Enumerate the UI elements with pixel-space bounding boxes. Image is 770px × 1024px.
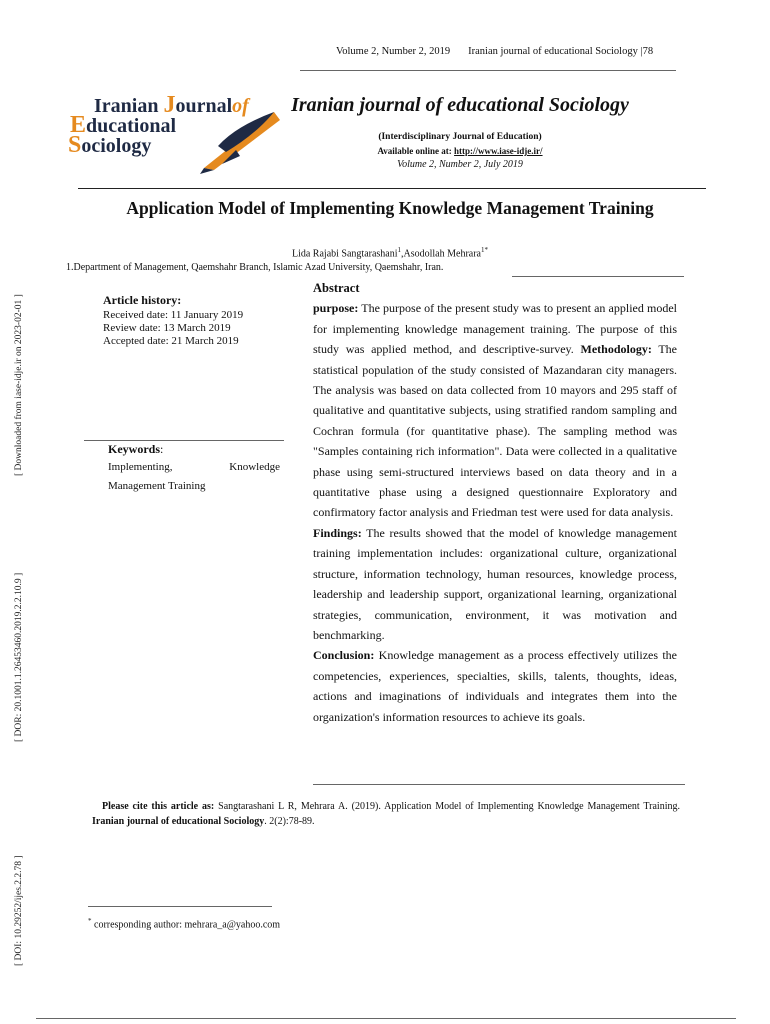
header-running-title: Iranian journal of educational Sociology [468,46,638,57]
review-date: Review date: 13 March 2019 [103,322,231,334]
journal-url-link[interactable]: http://www.iase-idje.ir/ [454,146,543,156]
article-affiliation: 1.Department of Management, Qaemshahr Branch, Islamic Azad University, Qaemshahr, Iran. [66,262,444,273]
header-volume: Volume 2, Number 2, 2019 [336,46,451,57]
pencil-quill-icon [196,106,286,174]
side-doi-label: [ DOI: 10.29252/ijes.2.2.78 ] [14,855,24,966]
journal-logo: Iranian Journalof Educational Sociology [66,92,286,174]
abstract-purpose-methodology: purpose: The purpose of the present study was to present an applied model for implementing knowledge management training. The purpose of this study was applied method, and descriptive-survey. Methodology: The statistical population of the study consisted of Mazandaran city managers. The analysis was based on data collected from 10 mayors and 295 staff of qualitative and quantitative subjects, using stratified random sampling and Cochran formula (for quantitative phase). The sampling method was "Samples containing rich information". Data were collected in a qualitative phase using semi-structured interviews based on data theory and in a quantitative phase using a designed questionnaire Exploratory and confirmatory factor analysis and Friedman test were used for data analysis. [313,301,677,520]
header-rule [300,70,676,71]
abstract-conclusion: Conclusion: Knowledge management as a process effectively utilizes the competencies, experiences, specialties, skills, talents, thoughts, ideas, actions and imaginations of individuals and integrates them into the organization's information resources to achieve its goals. [313,648,677,724]
masthead-rule [78,188,706,189]
journal-subtitle: (Interdisciplinary Journal of Education) [378,132,542,142]
abstract-body [313,278,677,727]
footnote-rule [88,906,272,907]
keywords-rule [84,440,284,441]
accepted-date: Accepted date: 21 March 2019 [103,335,239,347]
keywords-values: Implementing, Knowledge Management Training [108,461,280,492]
side-downloaded-label: [ Downloaded from iase-idje.ir on 2023-02-01 ] [14,294,24,476]
journal-issue: Volume 2, Number 2, July 2019 [397,159,523,170]
side-dor-label: [ DOR: 20.1001.1.26453460.2019.2.2.10.9 ] [14,572,24,742]
abstract-heading: Abstract [313,281,360,295]
article-title: Application Model of Implementing Knowledge Management Training [126,198,654,218]
article-history-heading: Article history: [103,293,182,307]
journal-title: Iranian journal of educational Sociology [291,94,629,116]
header-page: |78 [640,46,654,57]
citation-block: Please cite this article as: Sangtarashani L R, Mehrara A. (2019). Application Model of Implementing Knowledge Management Training. Iranian journal of educational Sociology. 2(2):78-89. [92,801,680,827]
received-date: Received date: 11 January 2019 [103,309,244,321]
abstract-findings: Findings: The results showed that the model of knowledge management training implementation includes: organizational culture, organizational structure, information technology, human resources, knowledge process, leadership and leadership support, organizational learning, organizational strategies, communication, environment, it was motivation and benchmarking. [313,525,677,642]
keywords-heading: Keywords: [108,442,164,456]
article-authors: Lida Rajabi Sangtarashani$^1$,Asodollah Mehrara$^{1*}$ [291,246,488,260]
running-header [336,46,653,57]
journal-online: Available online at: http://www.iase-idje.ir/ [377,146,543,156]
abstract-bottom-rule [313,784,685,785]
abstract-top-rule [512,276,684,277]
footnote: * corresponding author: mehrara_a@yahoo.com [88,917,281,931]
page-bottom-rule [36,1018,736,1019]
